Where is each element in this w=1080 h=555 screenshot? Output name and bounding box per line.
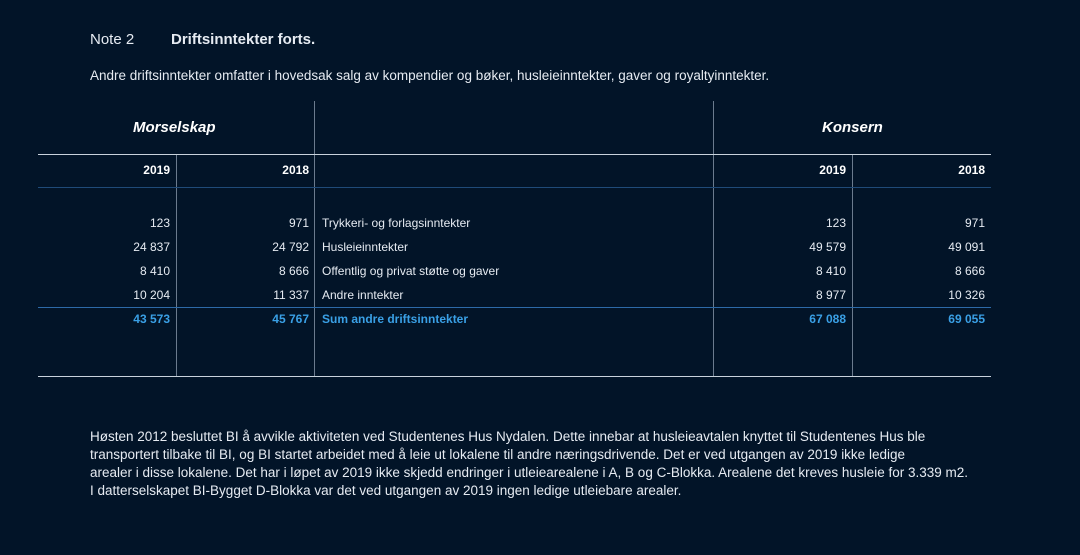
- footer-line: I datterselskapet BI-Bygget D-Blokka var det ved utgangen av 2019 ingen ledige utleiebare arealer.: [90, 483, 682, 498]
- table-cell: 10 326: [948, 288, 985, 302]
- col-divider: [713, 101, 714, 377]
- year-header: 2019: [819, 163, 846, 177]
- bottom-rule: [38, 376, 991, 377]
- table-cell: 8 977: [815, 288, 846, 302]
- header-rule: [38, 154, 991, 155]
- sum-rule: [38, 307, 991, 308]
- footer-line: Høsten 2012 besluttet BI å avvikle aktiviteten ved Studentenes Hus Nydalen. Dette innebar at husleieavtalen knyttet til Studentenes Hus ble: [90, 429, 926, 444]
- table-cell: 10 204: [133, 288, 170, 302]
- table-cell: 8 410: [815, 264, 846, 278]
- row-label: Offentlig og privat støtte og gaver: [322, 264, 500, 278]
- row-label: Andre inntekter: [322, 288, 404, 302]
- sum-cell: 67 088: [809, 312, 846, 326]
- income-table: [38, 101, 991, 377]
- table-cell: 123: [149, 216, 170, 230]
- footer-line: transportert tilbake til BI, og BI startet arbeidet med å leie ut lokalene til andre næringsdrivende. Det er ved utgangen av 2019 ikke ledige: [90, 447, 905, 462]
- table-cell: 49 579: [809, 240, 846, 254]
- year-header: 2019: [143, 163, 170, 177]
- table-cell: 24 837: [133, 240, 170, 254]
- table-cell: 971: [288, 216, 309, 230]
- sum-label: Sum andre driftsinntekter: [322, 312, 469, 326]
- table-cell: 49 091: [948, 240, 985, 254]
- year-header: 2018: [282, 163, 309, 177]
- year-rule: [38, 187, 991, 188]
- note-header: [90, 31, 316, 48]
- section-morselskap: Morselskap: [133, 119, 216, 136]
- table-cell: 971: [964, 216, 985, 230]
- section-konsern: Konsern: [822, 119, 883, 136]
- table-cell: 24 792: [272, 240, 309, 254]
- sum-cell: 45 767: [272, 312, 309, 326]
- footer-line: arealer i disse lokalene. Det har i løpet av 2019 ikke skjedd endringer i utleiearealene i A, B og C-Blokka. Arealene det kreves husleie for 3.339 m2.: [90, 465, 968, 480]
- footer-text: [90, 428, 1010, 500]
- sum-cell: 69 055: [948, 312, 985, 326]
- note-number: Note 2: [90, 31, 135, 48]
- col-divider: [314, 101, 315, 377]
- intro-text: Andre driftsinntekter omfatter i hovedsak salg av kompendier og bøker, husleieinntekter, gaver og royaltyinntekter.: [90, 68, 770, 83]
- sum-cell: 43 573: [133, 312, 170, 326]
- row-label: Husleieinntekter: [322, 240, 409, 254]
- year-header: 2018: [958, 163, 985, 177]
- table-cell: 11 337: [273, 288, 309, 302]
- table-cell: 8 666: [954, 264, 985, 278]
- table-cell: 8 666: [278, 264, 309, 278]
- note-title: Driftsinntekter forts.: [171, 31, 316, 48]
- table-cell: 8 410: [139, 264, 170, 278]
- row-label: Trykkeri- og forlagsinntekter: [322, 216, 471, 230]
- table-cell: 123: [825, 216, 846, 230]
